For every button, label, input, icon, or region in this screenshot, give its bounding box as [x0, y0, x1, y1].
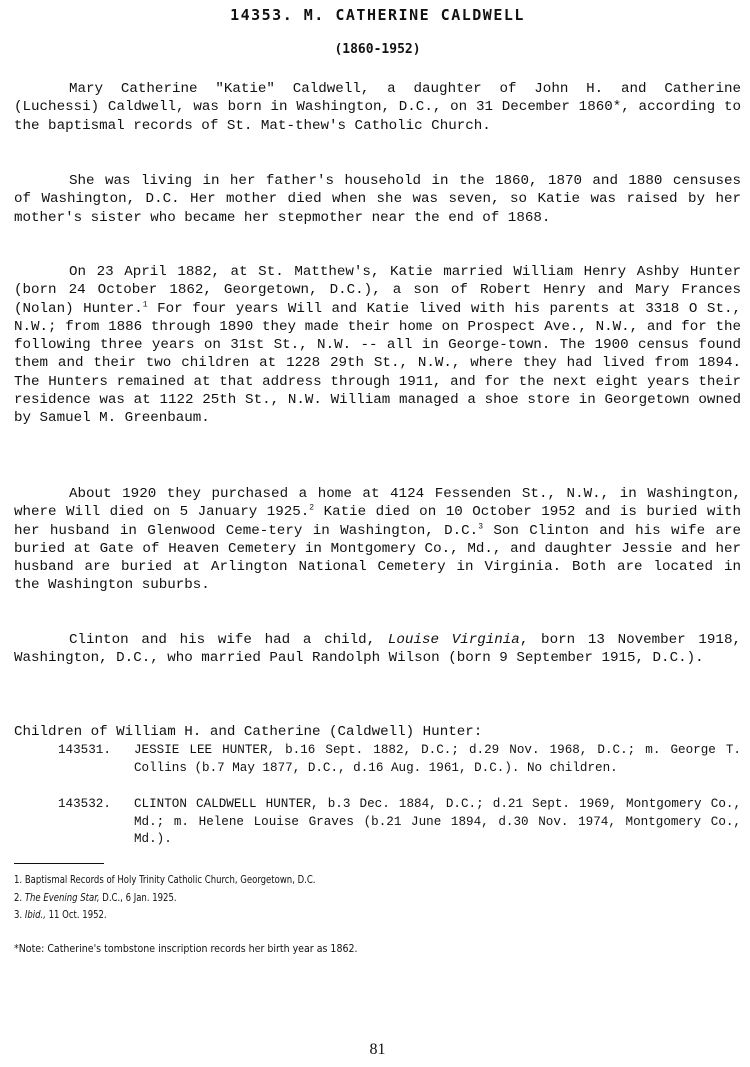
paragraph-text: On 23 April 1882, at St. Matthew's, Katie married William Henry Ashby Hunter (born 24 October 1862, Georgetown, D.C.), a son of Robert Henry and Mary Frances (Nolan) Hunter. [14, 264, 741, 317]
paragraph-childhood [14, 172, 741, 227]
footnote-detail: 11 Oct. 1952. [45, 908, 107, 921]
footnote-2 [14, 889, 316, 907]
footnote-source: Ibid., [24, 908, 46, 921]
paragraph-marriage [14, 263, 741, 428]
life-dates: (1860-1952) [334, 42, 421, 57]
birth-year-note: *Note: Catherine's tombstone inscription records her birth year as 1862. [14, 942, 358, 955]
footnote-detail: D.C., 6 Jan. 1925. [99, 890, 177, 904]
paragraph-text: Katie died on 10 October 1952 and is buried with her husband in Glenwood Ceme-tery in Washington, D.C. [14, 504, 741, 539]
child-number: 143532. [58, 797, 111, 811]
grandchild-name: Louise Virginia [387, 632, 520, 648]
paragraph-text: , born 13 November 1918, Washington, D.C., who married Paul Randolph Wilson (born 9 September 1915, D.C.). [14, 632, 741, 667]
child-text: JESSIE LEE HUNTER, b.16 Sept. 1882, D.C.; d.29 Nov. 1968, D.C.; m. George T. Collins (b.7 May 1877, D.C., d.16 Aug. 1961, D.C.). No children. [134, 743, 741, 775]
paragraph-death [14, 485, 741, 595]
child-number: 143531. [58, 743, 111, 757]
paragraph-text: Son Clinton and his wife are buried at Gate of Heaven Cemetery in Montgomery Co., Md., and daughter Jessie and her husband are buried at Arlington National Cemetery in Virginia. Both are located in the Washington suburbs. [14, 522, 741, 594]
child-text: CLINTON CALDWELL HUNTER, b.3 Dec. 1884, D.C.; d.21 Sept. 1969, Montgomery Co., Md.; m. Helene Louise Graves (b.21 June 1894, d.30 Nov. 1974, Montgomery Co., Md.). [134, 797, 741, 846]
footnote-1: 1. Baptismal Records of Holy Trinity Catholic Church, Georgetown, D.C. [14, 873, 316, 886]
page-number: 81 [369, 1041, 386, 1058]
paragraph-birth [14, 80, 741, 135]
children-heading: Children of William H. and Catherine (Caldwell) Hunter: [14, 724, 483, 740]
footnote-ref-3: 3 [478, 521, 483, 531]
paragraph-text: She was living in her father's household in the 1860, 1870 and 1880 censuses of Washington, D.C. Her mother died when she was seven, so Katie was raised by her mother's sister who became her stepmother near the end of 1868. [14, 173, 741, 226]
footnote-number: 2. [14, 890, 25, 904]
page-title: 14353. M. CATHERINE CALDWELL [230, 6, 525, 24]
footnote-3 [14, 906, 316, 924]
footnote-ref-1: 1 [142, 299, 148, 309]
paragraph-text: Clinton and his wife had a child, [69, 632, 388, 648]
paragraph-text: About 1920 they purchased a home at 4124 Fessenden St., N.W., in Washington, where Will died on 5 January 1925. [14, 486, 741, 521]
footnotes [14, 871, 365, 924]
footnote-divider [14, 863, 104, 864]
footnote-number: 3. [14, 908, 25, 921]
paragraph-grandchild [14, 631, 741, 668]
footnote-source: The Evening Star, [24, 890, 100, 904]
paragraph-text: Mary Catherine "Katie" Caldwell, a daughter of John H. and Catherine (Luchessi) Caldwell, was born in Washington, D.C., on 31 December 1860*, according to the baptismal records of St. Mat-thew's Catholic Church. [14, 81, 741, 134]
footnote-ref-2: 2 [309, 503, 315, 513]
paragraph-text: For four years Will and Katie lived with his parents at 3318 O St., N.W.; from 1886 through 1890 they made their home on Prospect Ave., N.W., and for the following three years on 31st St., N.W. -- all in George-town. The 1900 census found them and their two children at 1228 29th St., N.W., where they had lived from 1894. The Hunters remained at that address through 1911, and for the next eight years their residence was at 1122 25th St., N.W. William managed a shoe store in Georgetown owned by Samuel M. Greenbaum. [14, 300, 741, 427]
